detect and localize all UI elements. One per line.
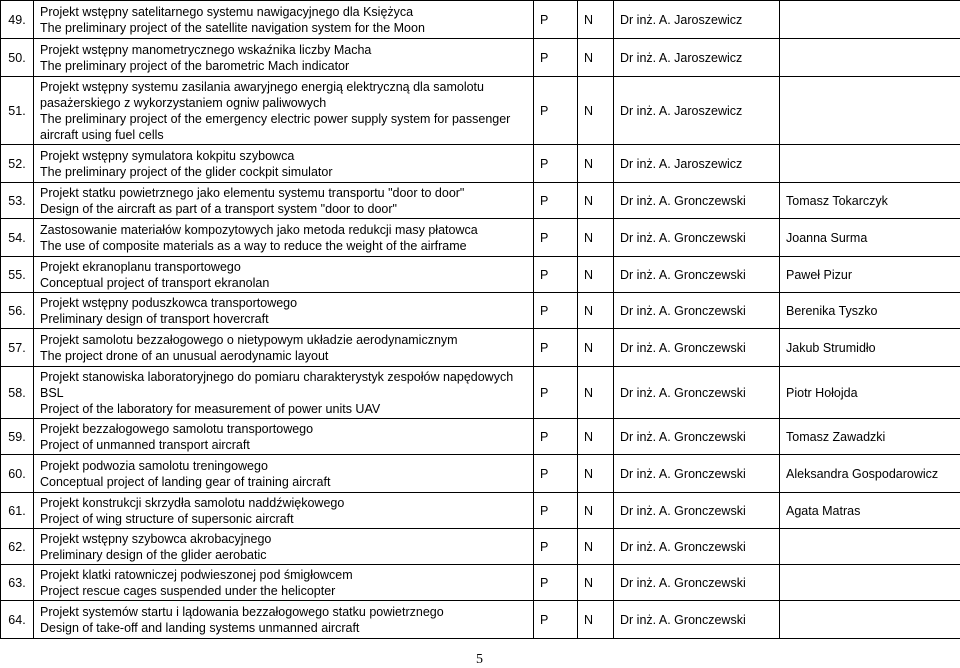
table-row: [1, 529, 960, 565]
project-type: P: [534, 529, 578, 565]
page-number: 5: [476, 652, 483, 667]
project-language: N: [578, 39, 614, 77]
table-row: [1, 419, 960, 455]
title-polish: Projekt wstępny satelitarnego systemu nawigacyjnego dla Księżyca: [40, 4, 414, 19]
table-row: [1, 145, 960, 183]
student-name: Aleksandra Gospodarowicz: [780, 455, 960, 493]
project-title-cell: [34, 39, 534, 77]
title-english: The project drone of an unusual aerodynamic layout: [40, 348, 329, 363]
project-type: P: [534, 601, 578, 639]
table-row: [1, 601, 960, 639]
project-type: P: [534, 219, 578, 257]
title-english: Conceptual project of landing gear of training aircraft: [40, 474, 331, 489]
title-polish: Projekt wstępny manometrycznego wskaźnika liczby Macha: [40, 42, 372, 57]
student-name: [780, 601, 960, 639]
project-type: P: [534, 565, 578, 601]
project-title-cell: [34, 1, 534, 39]
student-name: Berenika Tyszko: [780, 293, 960, 329]
project-language: N: [578, 529, 614, 565]
title-english: Conceptual project of transport ekranolan: [40, 275, 270, 290]
supervisor-name: Dr inż. A. Gronczewski: [614, 367, 780, 419]
project-language: N: [578, 183, 614, 219]
student-name: Agata Matras: [780, 493, 960, 529]
title-polish: Projekt statku powietrznego jako elementu systemu transportu "door to door": [40, 185, 465, 200]
project-title-cell: [34, 219, 534, 257]
row-number: 60.: [1, 455, 34, 493]
supervisor-name: Dr inż. A. Gronczewski: [614, 183, 780, 219]
student-name: [780, 39, 960, 77]
project-title-cell: [34, 565, 534, 601]
project-type: P: [534, 455, 578, 493]
supervisor-name: Dr inż. A. Gronczewski: [614, 419, 780, 455]
title-polish: Projekt podwozia samolotu treningowego: [40, 458, 268, 473]
title-english: The preliminary project of the glider cockpit simulator: [40, 164, 333, 179]
row-number: 55.: [1, 257, 34, 293]
supervisor-name: Dr inż. A. Gronczewski: [614, 293, 780, 329]
project-title-cell: [34, 329, 534, 367]
supervisor-name: Dr inż. A. Gronczewski: [614, 565, 780, 601]
row-number: 53.: [1, 183, 34, 219]
project-title-cell: [34, 529, 534, 565]
student-name: Tomasz Tokarczyk: [780, 183, 960, 219]
table-row: [1, 293, 960, 329]
project-language: N: [578, 293, 614, 329]
title-polish: Projekt konstrukcji skrzydła samolotu naddźwiękowego: [40, 495, 345, 510]
student-name: Tomasz Zawadzki: [780, 419, 960, 455]
project-title-cell: [34, 77, 534, 145]
project-title-cell: [34, 293, 534, 329]
supervisor-name: Dr inż. A. Jaroszewicz: [614, 145, 780, 183]
project-language: N: [578, 601, 614, 639]
title-polish: Projekt wstępny poduszkowca transportowego: [40, 295, 298, 310]
title-english: Project of wing structure of supersonic aircraft: [40, 511, 294, 526]
supervisor-name: Dr inż. A. Gronczewski: [614, 329, 780, 367]
title-english: Preliminary design of the glider aerobatic: [40, 547, 267, 562]
project-language: N: [578, 419, 614, 455]
project-language: N: [578, 367, 614, 419]
project-language: N: [578, 77, 614, 145]
project-type: P: [534, 145, 578, 183]
title-english: Project of unmanned transport aircraft: [40, 437, 250, 452]
table-row: [1, 367, 960, 419]
table-row: [1, 39, 960, 77]
supervisor-name: Dr inż. A. Gronczewski: [614, 455, 780, 493]
project-language: N: [578, 565, 614, 601]
project-type: P: [534, 1, 578, 39]
row-number: 57.: [1, 329, 34, 367]
project-language: N: [578, 1, 614, 39]
row-number: 61.: [1, 493, 34, 529]
project-title-cell: [34, 367, 534, 419]
project-type: P: [534, 367, 578, 419]
row-number: 62.: [1, 529, 34, 565]
project-type: P: [534, 329, 578, 367]
student-name: [780, 77, 960, 145]
title-english: Design of the aircraft as part of a transport system "door to door": [40, 201, 397, 216]
table-row: [1, 219, 960, 257]
project-type: P: [534, 77, 578, 145]
supervisor-name: Dr inż. A. Jaroszewicz: [614, 39, 780, 77]
student-name: [780, 529, 960, 565]
project-title-cell: [34, 183, 534, 219]
table-row: [1, 77, 960, 145]
project-title-cell: [34, 493, 534, 529]
project-type: P: [534, 39, 578, 77]
project-type: P: [534, 419, 578, 455]
project-type: P: [534, 293, 578, 329]
row-number: 56.: [1, 293, 34, 329]
project-title-cell: [34, 419, 534, 455]
title-polish: Projekt systemów startu i lądowania bezzałogowego statku powietrznego: [40, 604, 444, 619]
supervisor-name: Dr inż. A. Gronczewski: [614, 219, 780, 257]
project-title-cell: [34, 145, 534, 183]
table-row: [1, 455, 960, 493]
title-english: Preliminary design of transport hovercraft: [40, 311, 269, 326]
title-english: The preliminary project of the satellite navigation system for the Moon: [40, 20, 425, 35]
row-number: 51.: [1, 77, 34, 145]
supervisor-name: Dr inż. A. Gronczewski: [614, 257, 780, 293]
title-english: The use of composite materials as a way to reduce the weight of the airframe: [40, 238, 467, 253]
row-number: 63.: [1, 565, 34, 601]
supervisor-name: Dr inż. A. Gronczewski: [614, 493, 780, 529]
student-name: [780, 565, 960, 601]
project-type: P: [534, 183, 578, 219]
title-polish: Projekt wstępny systemu zasilania awaryjnego energią elektryczną dla samolotu pasażerskiego z wykorzystaniem ogniw paliwowych: [40, 79, 484, 110]
supervisor-name: Dr inż. A. Gronczewski: [614, 529, 780, 565]
student-name: Paweł Pizur: [780, 257, 960, 293]
title-english: The preliminary project of the barometric Mach indicator: [40, 58, 350, 73]
row-number: 49.: [1, 1, 34, 39]
title-polish: Projekt bezzałogowego samolotu transportowego: [40, 421, 314, 436]
row-number: 64.: [1, 601, 34, 639]
table-row: [1, 183, 960, 219]
project-type: P: [534, 257, 578, 293]
student-name: [780, 1, 960, 39]
project-language: N: [578, 145, 614, 183]
row-number: 50.: [1, 39, 34, 77]
title-english: Project rescue cages suspended under the helicopter: [40, 583, 336, 598]
student-name: [780, 145, 960, 183]
supervisor-name: Dr inż. A. Jaroszewicz: [614, 77, 780, 145]
title-polish: Projekt stanowiska laboratoryjnego do pomiaru charakterystyk zespołów napędowych BSL: [40, 369, 514, 400]
title-polish: Projekt ekranoplanu transportowego: [40, 259, 241, 274]
project-language: N: [578, 455, 614, 493]
table-row: [1, 565, 960, 601]
project-title-cell: [34, 601, 534, 639]
title-english: Design of take-off and landing systems unmanned aircraft: [40, 620, 360, 635]
table-row: [1, 257, 960, 293]
project-language: N: [578, 329, 614, 367]
row-number: 58.: [1, 367, 34, 419]
title-polish: Projekt klatki ratowniczej podwieszonej pod śmigłowcem: [40, 567, 353, 582]
student-name: Joanna Surma: [780, 219, 960, 257]
title-polish: Projekt wstępny symulatora kokpitu szybowca: [40, 148, 295, 163]
title-english: Project of the laboratory for measurement of power units UAV: [40, 401, 381, 416]
student-name: Jakub Strumidło: [780, 329, 960, 367]
title-polish: Zastosowanie materiałów kompozytowych jako metoda redukcji masy płatowca: [40, 222, 478, 237]
row-number: 52.: [1, 145, 34, 183]
student-name: Piotr Hołojda: [780, 367, 960, 419]
project-title-cell: [34, 455, 534, 493]
supervisor-name: Dr inż. A. Jaroszewicz: [614, 1, 780, 39]
project-type: P: [534, 493, 578, 529]
title-polish: Projekt wstępny szybowca akrobacyjnego: [40, 531, 272, 546]
project-language: N: [578, 219, 614, 257]
project-title-cell: [34, 257, 534, 293]
supervisor-name: Dr inż. A. Gronczewski: [614, 601, 780, 639]
table-row: [1, 493, 960, 529]
table-row: [1, 1, 960, 39]
project-language: N: [578, 493, 614, 529]
projects-table-body: [1, 1, 960, 639]
title-english: The preliminary project of the emergency electric power supply system for passenger aircraft using fuel cells: [40, 111, 511, 142]
row-number: 54.: [1, 219, 34, 257]
project-language: N: [578, 257, 614, 293]
table-row: [1, 329, 960, 367]
row-number: 59.: [1, 419, 34, 455]
title-polish: Projekt samolotu bezzałogowego o nietypowym układzie aerodynamicznym: [40, 332, 458, 347]
